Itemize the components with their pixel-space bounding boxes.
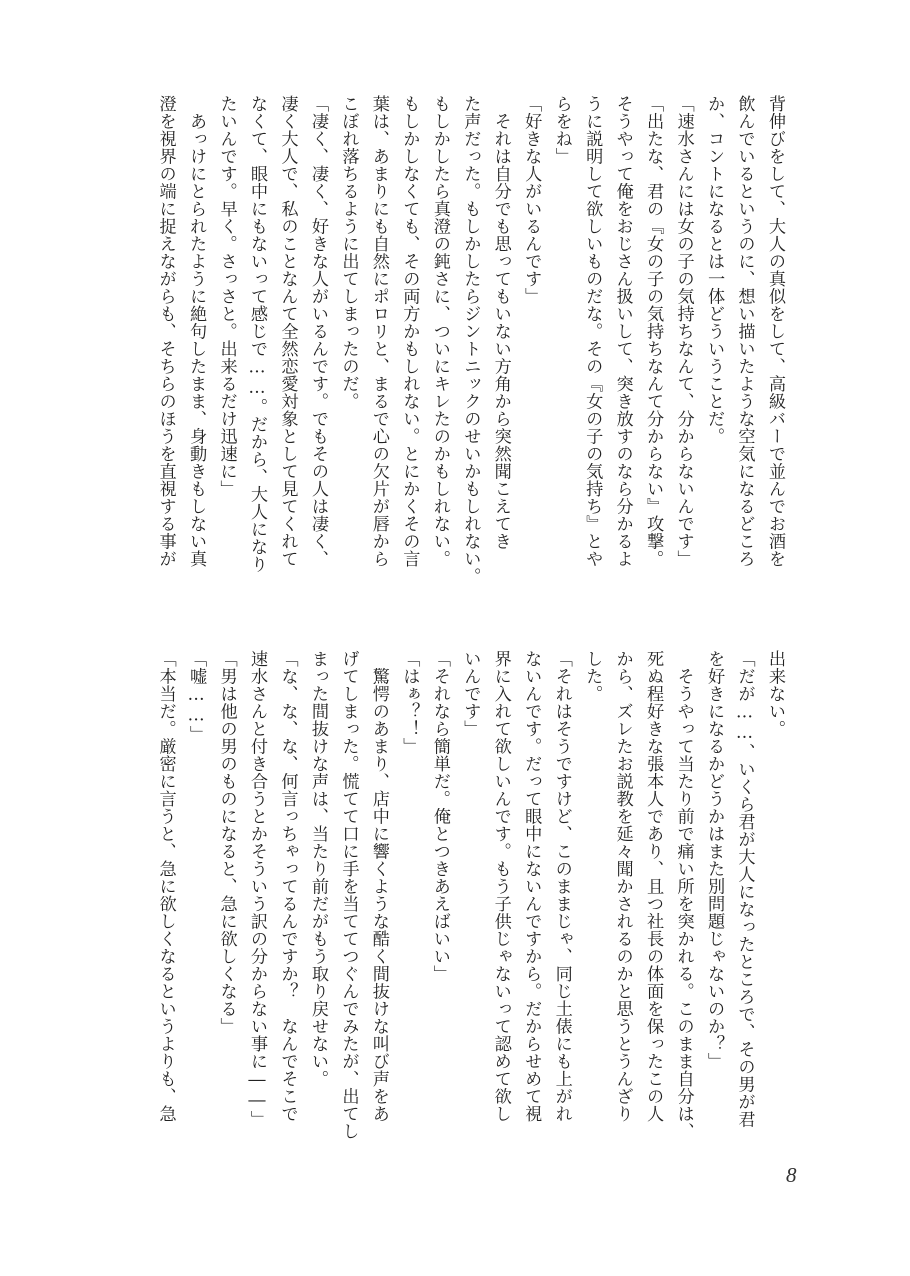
text-line: を好きになるかどうかはまた別問題じゃないのか？」 — [704, 650, 725, 1070]
text-line: そうやって俺をおじさん扱いして、突き放すのなら分かるよ — [612, 95, 633, 568]
text-line: 凄く大人で、私のことなんて全然恋愛対象として見てくれて — [277, 95, 298, 568]
text-line: 「だが……、いくら君が大人になったところで、その男が君 — [734, 650, 755, 1129]
text-line: 界に入れて欲しいんです。もう子供じゃないって認めて欲し — [490, 650, 511, 1123]
text-line: 死ぬ程好きな張本人であり、且つ社長の体面を保ったこの人 — [643, 650, 664, 1123]
text-line: 「な、な、な、何言っちゃってるんですか？ なんでそこで — [277, 650, 298, 1123]
text-line: 速水さんと付き合うとかそういう訳の分からない事に――」 — [247, 650, 268, 1129]
text-line: もしかしなくても、その両方かもしれない。とにかくその言 — [399, 95, 420, 568]
text-line: 澄を視界の端に捉えながらも、そちらのほうを直視する事が — [155, 95, 176, 568]
text-line: いんです」 — [460, 650, 481, 738]
text-line: ないんです。だって眼中にないんですから。だからせめて視 — [521, 650, 542, 1123]
text-line: 「速水さんには女の子の気持ちなんて、分からないんです」 — [673, 95, 694, 568]
text-line: 背伸びをして、大人の真似をして、高級バーで並んでお酒を — [765, 95, 785, 568]
text-line: 「出たな、君の『女の子の気持ちなんて分からない』攻撃。 — [643, 95, 664, 568]
text-line: か、コントになるとは一体どういうことだ。 — [704, 95, 725, 445]
text-line: 出来ない。 — [765, 650, 785, 738]
text-line: もしかしたら真澄の鈍さに、ついにキレたのかもしれない。 — [429, 95, 450, 568]
text-line: 「凄く、凄く、好きな人がいるんです。でもその人は凄く、 — [307, 95, 328, 568]
text-line: 「男は他の男のものになると、急に欲しくなる」 — [216, 650, 237, 1035]
text-line: 葉は、あまりにも自然にポロリと、まるで心の欠片が唇から — [368, 95, 389, 568]
page-number: 8 — [786, 1163, 797, 1187]
text-line: こぼれ落ちるように出てしまったのだ。 — [338, 95, 359, 410]
text-line: あっけにとられたように絶句したまま、身動きもしない真 — [186, 95, 207, 568]
text-line: 飲んでいるというのに、想い描いたような空気になるどころ — [734, 95, 755, 568]
text-line: た声だった。もしかしたらジントニックのせいかもしれない。 — [460, 95, 481, 585]
text-line: まった間抜けな声は、当たり前だがもう取り戻せない。 — [307, 650, 328, 1088]
text-line: なくて、眼中にもないって感じで……。だから、大人になり — [247, 95, 268, 574]
text-line: から、ズレたお説教を延々聞かされるのかと思うとうんざり — [612, 650, 633, 1123]
text-line: 「本当だ。厳密に言うと、急に欲しくなるというよりも、急 — [155, 650, 176, 1123]
text-line: らをね」 — [551, 95, 572, 165]
upper-text-block — [150, 95, 790, 615]
text-line: たいんです。早く。さっさと。出来るだけ迅速に」 — [216, 95, 237, 498]
text-line: そうやって当たり前で痛い所を突かれる。このまま自分は、 — [673, 650, 694, 1140]
text-line: 驚愕のあまり、店中に響くような酷く間抜けな叫び声をあ — [368, 650, 389, 1123]
text-line: した。 — [582, 650, 603, 703]
text-line: 「それはそうですけど、このままじゃ、同じ土俵にも上がれ — [551, 650, 572, 1123]
text-line: 「好きな人がいるんです」 — [521, 95, 542, 305]
text-line: それは自分でも思ってもいない方角から突然聞こえてき — [490, 95, 511, 550]
lower-text-block — [150, 650, 790, 1150]
text-line: 「嘘……」 — [186, 650, 207, 744]
text-line: げてしまった。慌てて口に手を当ててつぐんでみたが、出てし — [338, 650, 359, 1140]
text-line: 「はぁ？！」 — [399, 650, 420, 755]
text-line: 「それなら簡単だ。俺とつきあえばいい」 — [429, 650, 450, 983]
text-line: うに説明して欲しいものだな。その『女の子の気持ち』とや — [582, 95, 603, 568]
